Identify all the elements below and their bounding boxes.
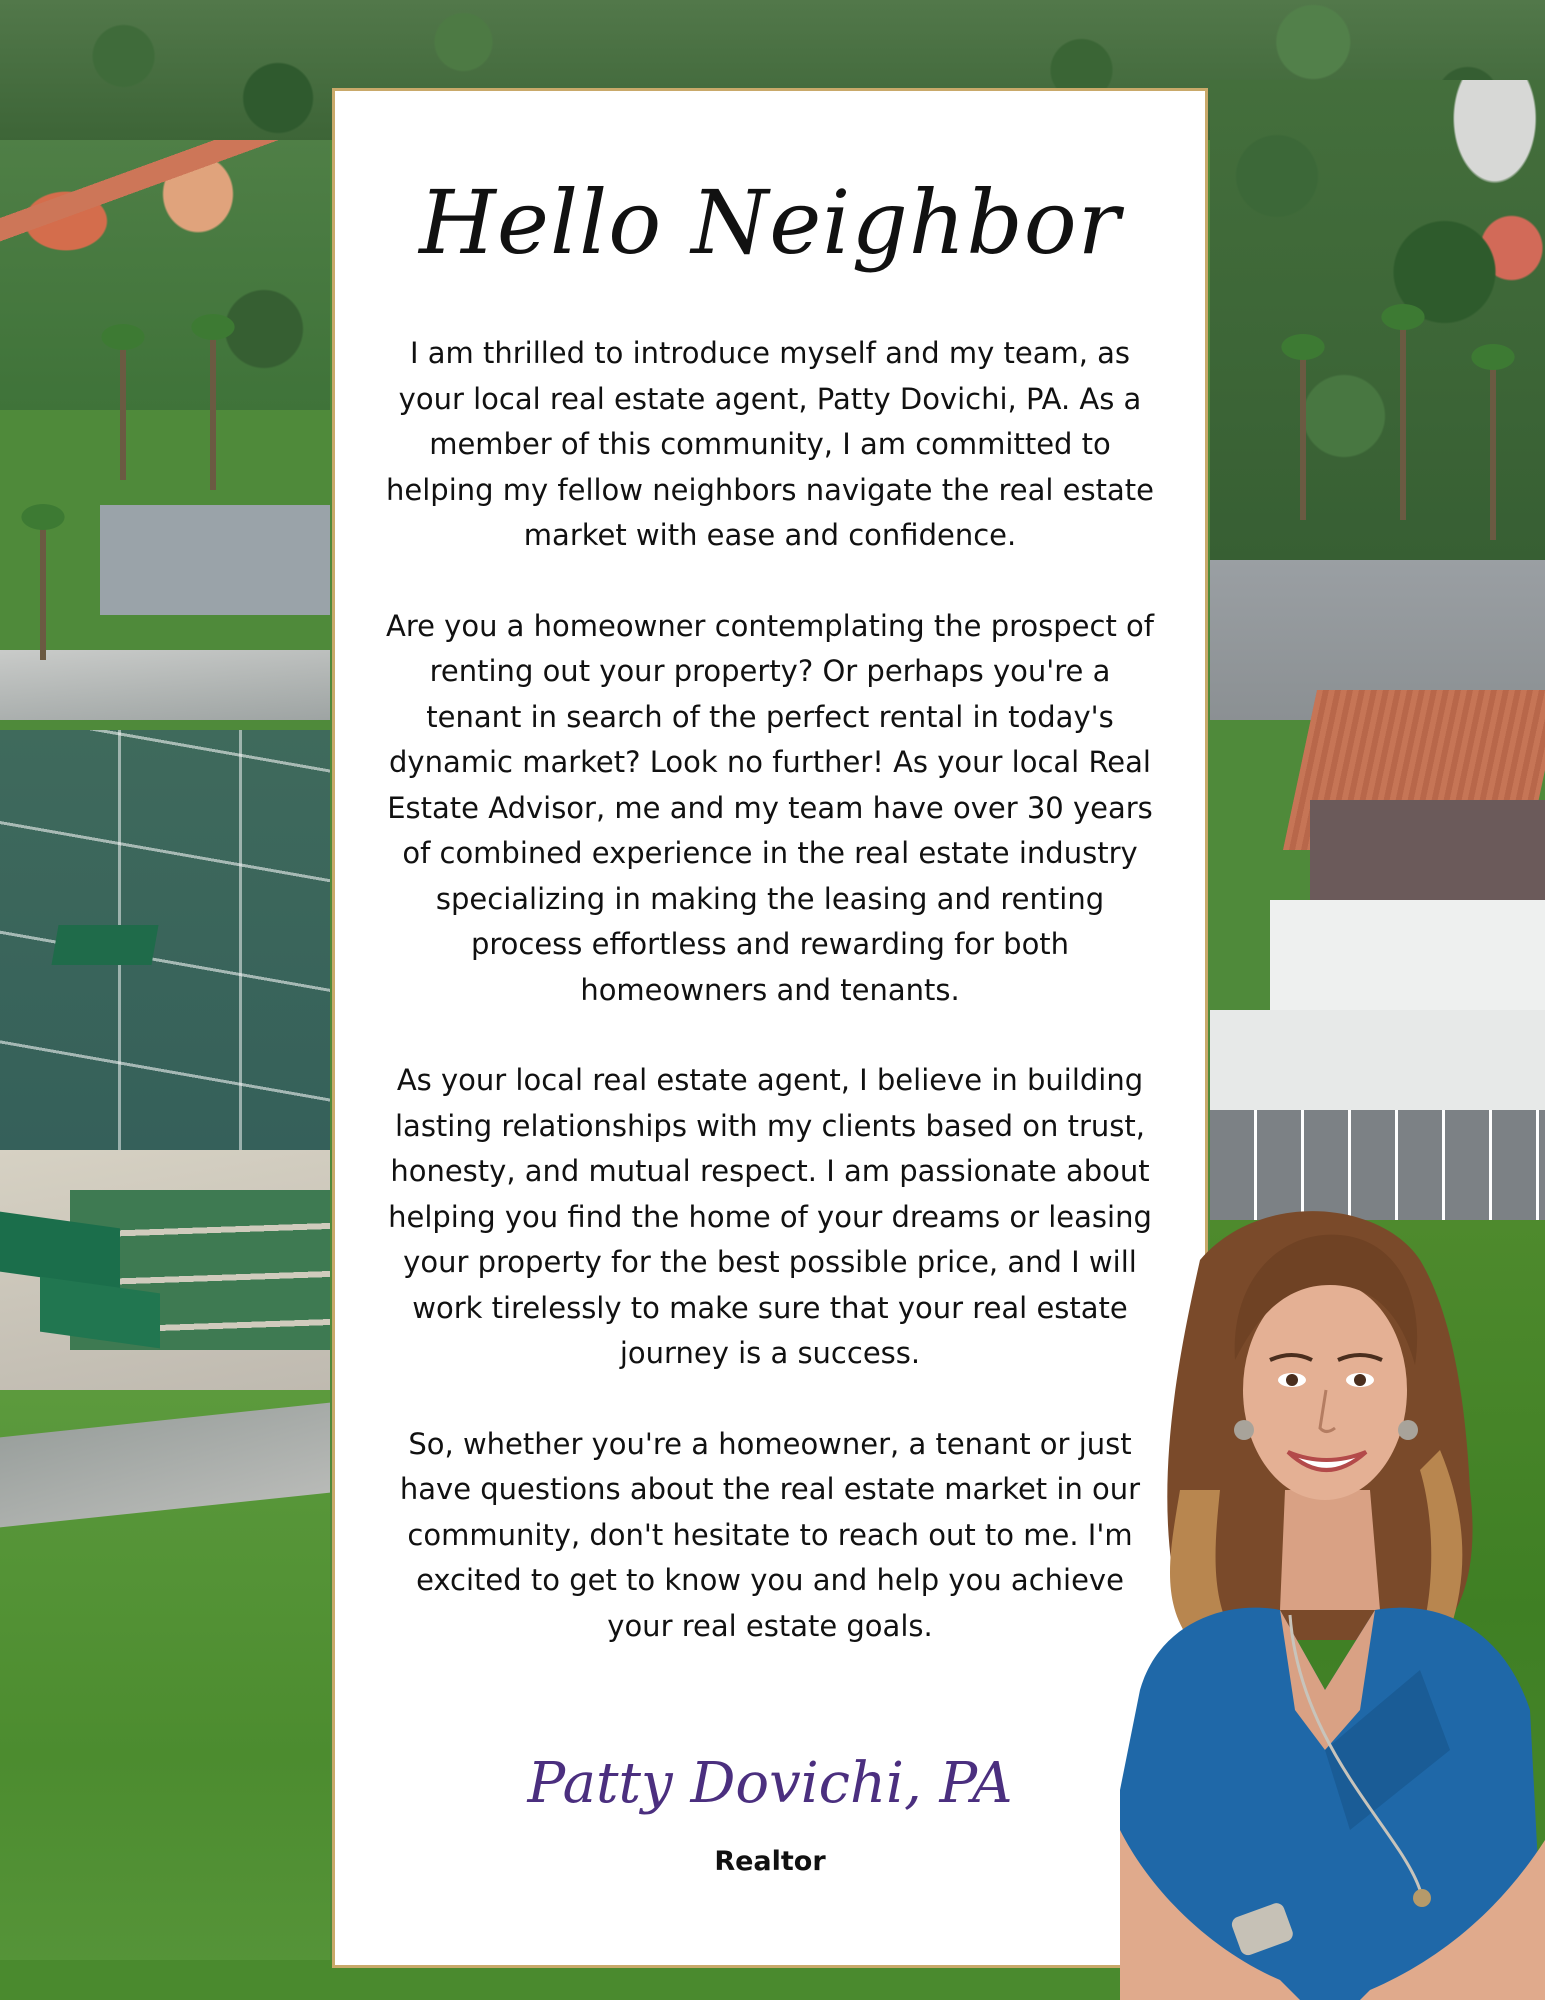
signature-title: Realtor <box>714 1846 826 1877</box>
paragraph-renting: Are you a homeowner contemplating the prospect of renting out your property? Or perhaps you're a tenant in search of the perfect rental in today's dynamic market? Look no further! As your local Real Estate Advisor, me and my team have over 30 years of combined experience in the real estate industry specializing in making the leasing and renting process effortless and rewarding for both homeowners and tenants. <box>385 608 1154 1007</box>
paragraph-introduction: I am thrilled to introduce myself and my team, as your local real estate agent, Patty Dovichi, PA. As a member of this community, I am committed to helping my fellow neighbors navigate the real estate market with ease and confidence. <box>386 336 1154 552</box>
palm-tree <box>120 340 126 480</box>
signature: Patty Dovichi, PA <box>527 1751 1013 1816</box>
left-neighborhood <box>0 140 330 410</box>
palm-tree <box>210 330 216 490</box>
left-road <box>0 650 330 720</box>
left-parking-lot <box>100 505 330 615</box>
tennis-courts <box>0 730 330 1150</box>
palm-tree <box>40 520 46 660</box>
clubhouse-lower-roof <box>1310 800 1545 900</box>
agent-portrait <box>1120 1190 1545 2000</box>
clubhouse-wall <box>1270 900 1545 1010</box>
letter-body <box>385 331 1155 1694</box>
court-shade-canopy <box>51 925 158 965</box>
palm-tree <box>1400 320 1406 520</box>
clubhouse-plaza <box>1210 1010 1545 1110</box>
palm-tree <box>1300 350 1306 520</box>
palm-tree <box>1490 360 1496 540</box>
letter-card <box>332 88 1208 1968</box>
greeting-heading: Hello Neighbor <box>419 171 1121 274</box>
paragraph-closing: So, whether you're a homeowner, a tenant or just have questions about the real estate market in our community, don't hesitate to reach out to me. I'm excited to get to know you and help you achieve your real estate goals. <box>399 1426 1141 1643</box>
paragraph-relationships: As your local real estate agent, I believe in building lasting relationships with my clients based on trust, honesty, and mutual respect. I am passionate about helping you find the home of your dreams or leasing your property for the best possible price, and I will work tirelessly to make sure that your real estate journey is a success. <box>388 1063 1152 1370</box>
